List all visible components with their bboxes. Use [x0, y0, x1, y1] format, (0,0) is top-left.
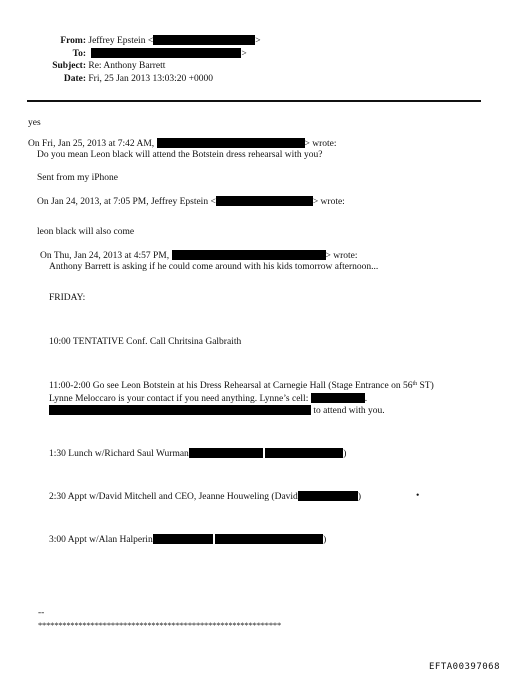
header-subject: [40, 61, 165, 72]
redaction: [265, 448, 343, 458]
schedule-item-3: 1:30 Lunch w/Richard Saul Wurman ): [49, 449, 347, 459]
quote-header-3: On Thu, Jan 24, 2013 at 4:57 PM, > wrote:: [40, 251, 358, 261]
leon-line: leon black will also come: [37, 227, 135, 237]
document-id: EFTA00397068: [429, 662, 501, 672]
redaction: [189, 448, 263, 458]
signature-dash: --: [38, 608, 45, 618]
signature-stars: ************************************************************: [38, 620, 282, 630]
redaction: [215, 534, 323, 544]
friday-heading: FRIDAY:: [49, 293, 86, 303]
redaction: [172, 250, 326, 260]
subject-label: Subject:: [52, 61, 86, 71]
stray-bullet: •: [416, 491, 420, 501]
date-label: Date:: [63, 74, 86, 84]
quote-text-3: Anthony Barrett is asking if he could come around with his kids tomorrow afternoon...: [49, 262, 379, 272]
quote-text-1: Do you mean Leon black will attend the Botstein dress rehearsal with you?: [37, 150, 323, 160]
header-date: [40, 74, 213, 85]
quote-header-1: On Fri, Jan 25, 2013 at 7:42 AM, > wrote:: [28, 139, 337, 149]
redaction: [91, 48, 241, 58]
reply-text: yes: [28, 118, 41, 128]
from-value: Jeffrey Epstein <: [88, 36, 154, 46]
date-value: Fri, 25 Jan 2013 13:03:20 +0000: [88, 74, 214, 84]
redaction: [153, 35, 255, 45]
schedule-item-2-contact: Lynne Meloccaro is your contact if you need anything. Lynne’s cell: .: [49, 394, 368, 404]
quote-header-2: On Jan 24, 2013, at 7:05 PM, Jeffrey Epstein < > wrote:: [37, 197, 345, 207]
redaction: [298, 491, 358, 501]
redaction: [216, 196, 313, 206]
schedule-item-2-line3: to attend with you.: [49, 405, 385, 417]
redaction: [153, 534, 213, 544]
subject-value: Re: Anthony Barrett: [88, 61, 166, 71]
schedule-item-2: 11:00-2:00 Go see Leon Botstein at his Dress Rehearsal at Carnegie Hall (Stage Entrance on 56th ST): [49, 381, 434, 391]
schedule-item-4: 2:30 Appt w/David Mitchell and CEO, Jeanne Houweling (David ): [49, 492, 361, 502]
to-label: To:: [72, 49, 86, 59]
schedule-item-5: 3:00 Appt w/Alan Halperin ): [49, 535, 327, 545]
header-divider: [27, 100, 481, 102]
redaction: [49, 405, 311, 415]
schedule-item-1: 10:00 TENTATIVE Conf. Call Chritsina Galbraith: [49, 337, 242, 347]
header-from: From: Jeffrey Epstein < >: [40, 35, 261, 47]
sent-from: Sent from my iPhone: [37, 173, 119, 183]
redaction: [157, 138, 305, 148]
header-to: To: >: [40, 48, 247, 60]
from-label: From:: [60, 36, 86, 46]
redaction: [311, 393, 365, 403]
